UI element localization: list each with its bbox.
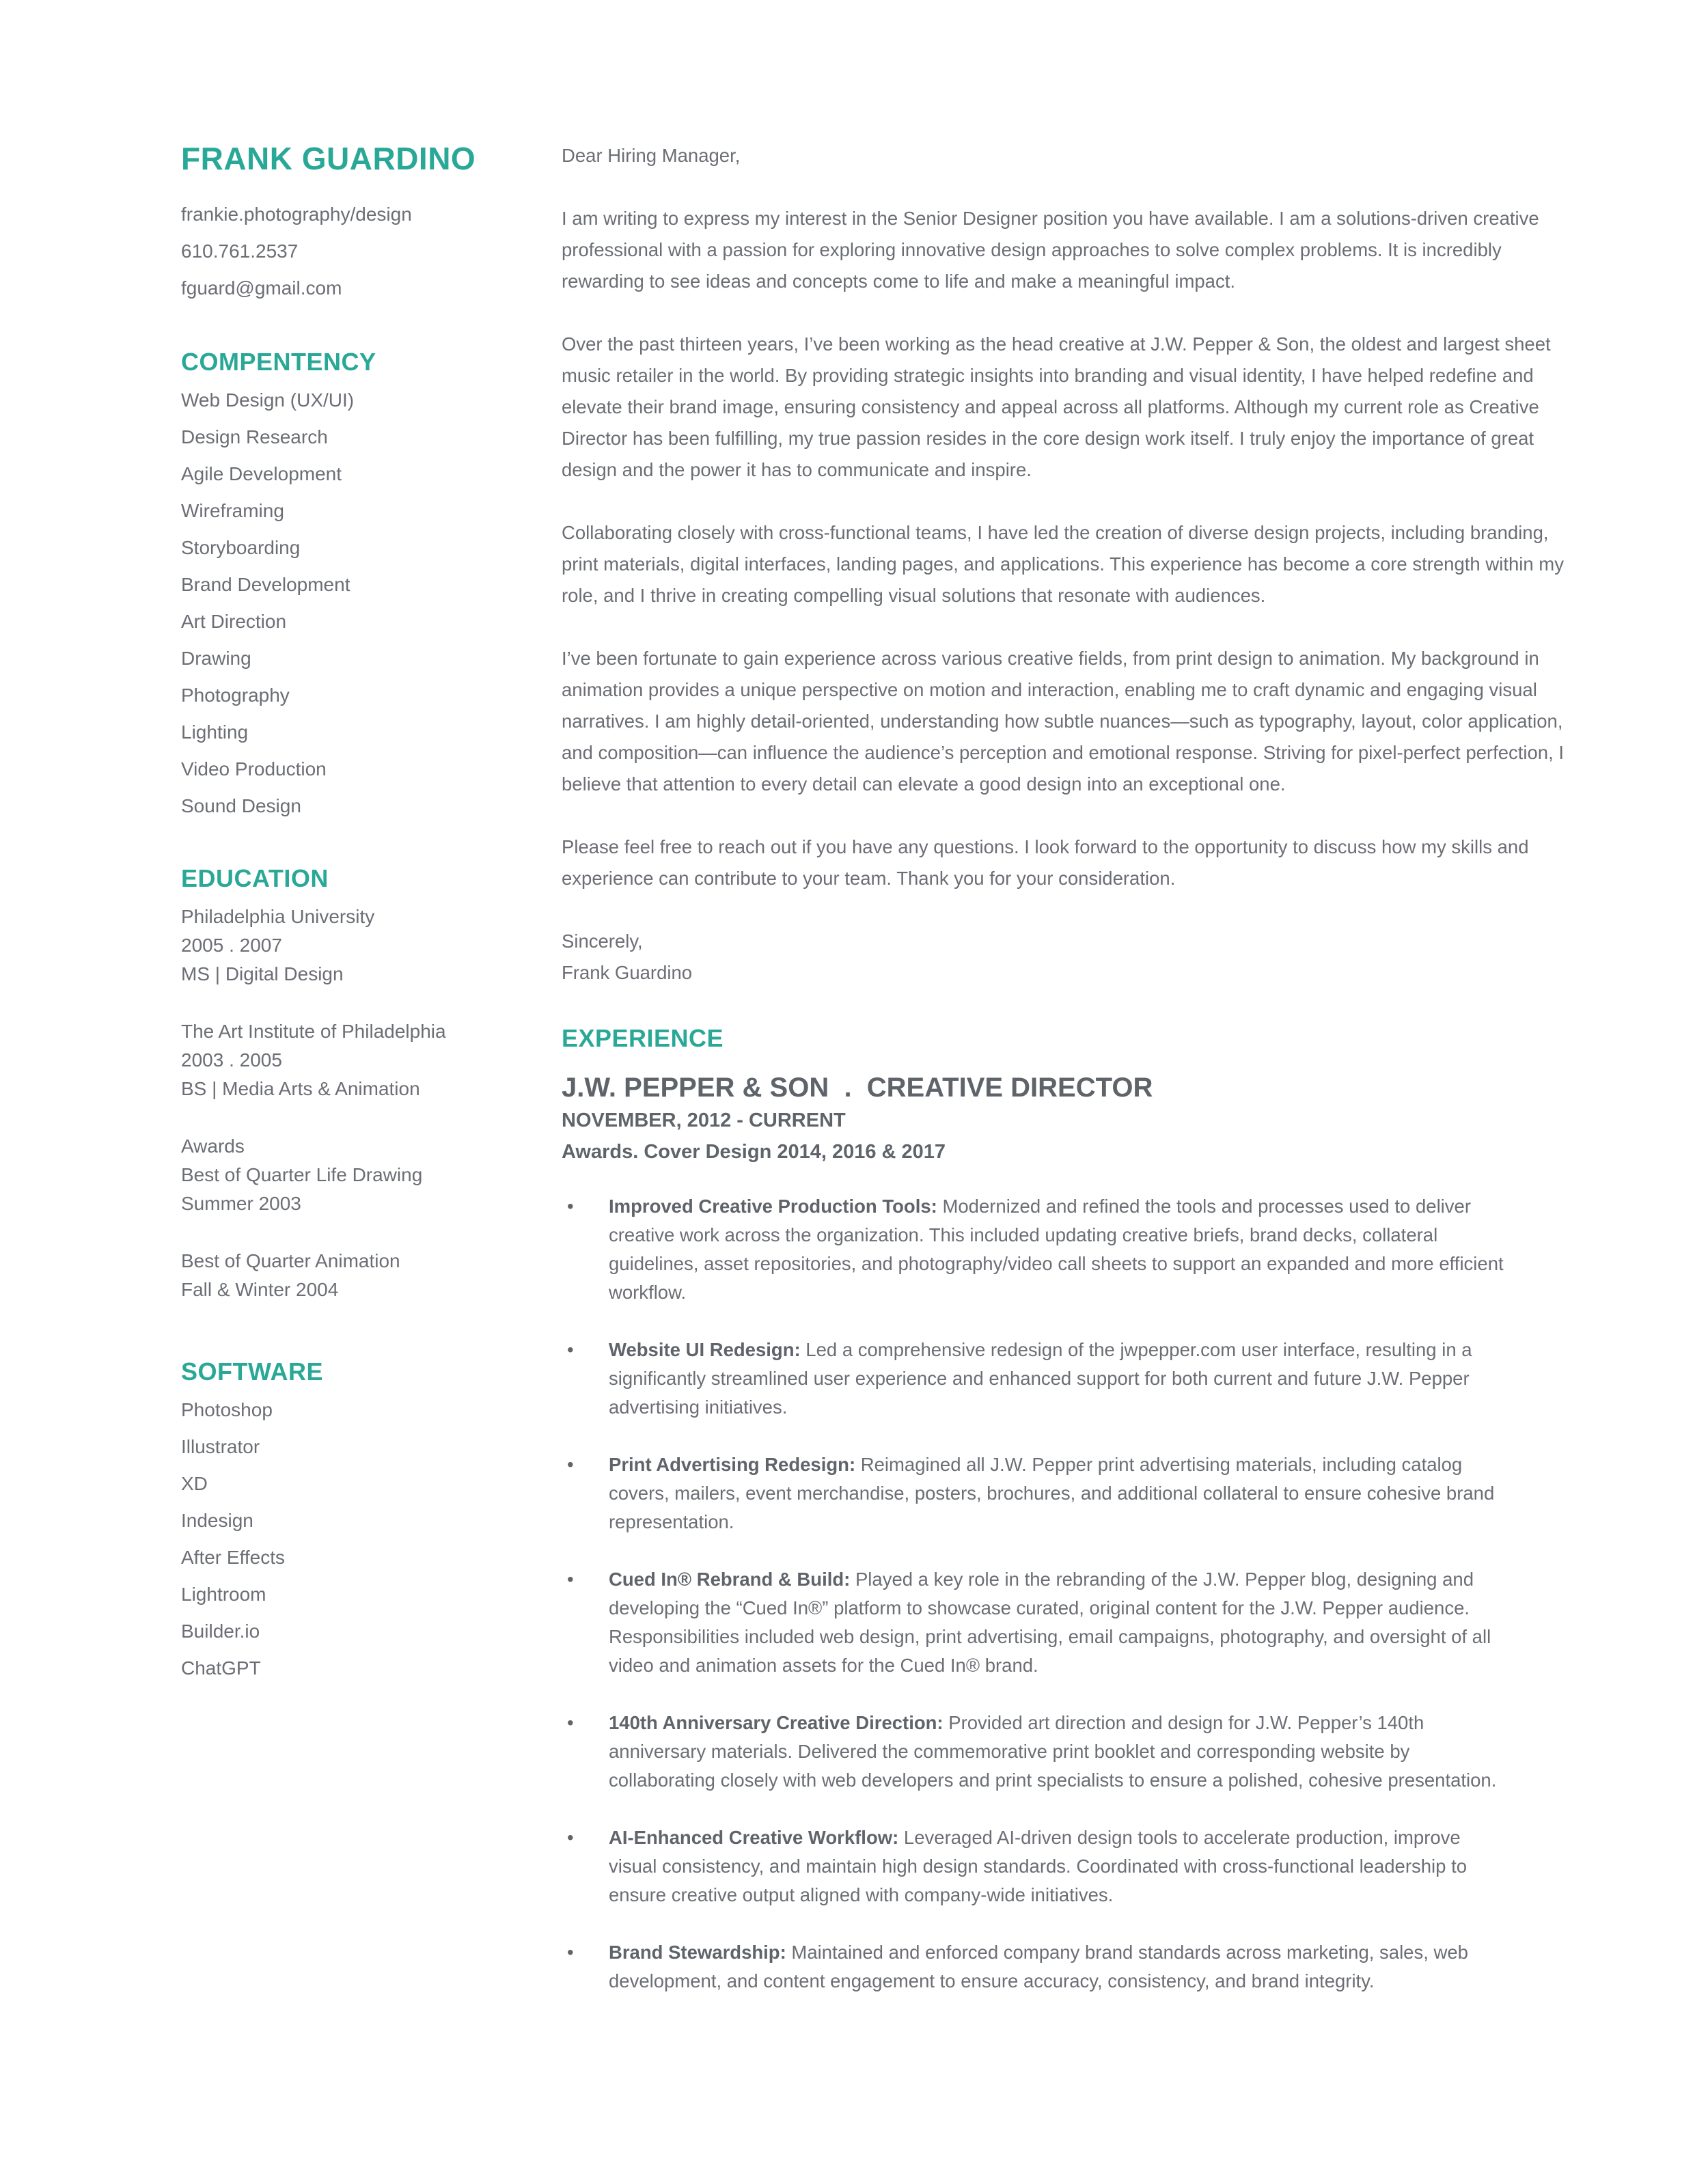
education-heading: EDUCATION (181, 864, 329, 892)
letter-paragraph: I’ve been fortunate to gain experience across various creative fields, from print design to animation. My background in animation provides a unique perspective on motion and interaction, enabling me to craft dynamic and engaging visual narratives. I am highly detail-oriented, understanding how subtle nuances—such as typography, layout, color application, and composition—can influence the audience’s perception and emotional response. Striving for pixel-perfect perfection, I believe that attention to every detail can elevate a good design into an exceptional one. (562, 648, 1565, 795)
list-item: Illustrator (181, 1436, 260, 1457)
list-item: Brand Development (181, 574, 350, 595)
list-item: XD (181, 1473, 208, 1494)
bullet-text: Provided art direction and design for J.W. Pepper’s 140th anniversary materials. Delivered the commemorative print booklet and corresponding website by collaborating closely with web developers and print specialists to ensure a polished, cohesive presentation. (609, 1712, 1497, 1791)
list-item: After Effects (181, 1547, 285, 1568)
experience-heading: EXPERIENCE (562, 1024, 724, 1052)
job-title: J.W. PEPPER & SON . CREATIVE DIRECTOR (562, 1073, 1153, 1103)
letter-paragraph: I am writing to express my interest in the Senior Designer position you have available. I am a solutions-driven creative professional with a passion for exploring innovative design approaches to solve complex problems. It is incredibly rewarding to see ideas and concepts come to life and make a meaningful impact. (562, 208, 1539, 292)
list-item: Art Direction (181, 611, 287, 632)
list-item: Lightroom (181, 1584, 266, 1605)
education-entry (181, 902, 509, 989)
bullet-text: Led a comprehensive redesign of the jwpepper.com user interface, resulting in a significantly streamlined user experience and enhanced support for both current and future J.W. Pepper advertising initiatives. (609, 1339, 1472, 1418)
main-content (562, 140, 1566, 2024)
bullet-title: AI-Enhanced Creative Workflow: (609, 1827, 899, 1848)
awards-label: Awards (181, 1135, 245, 1157)
list-item: Drawing (181, 648, 251, 669)
bullet-icon: • (567, 1712, 574, 1733)
email-address[interactable]: fguard@gmail.com (181, 277, 342, 299)
list-item: ChatGPT (181, 1657, 261, 1679)
job-awards: Awards. Cover Design 2014, 2016 & 2017 (562, 1141, 946, 1163)
bullet-title: Print Advertising Redesign: (609, 1454, 856, 1475)
list-item (562, 1938, 1504, 1996)
letter-paragraph: Collaborating closely with cross-functional teams, I have led the creation of diverse design projects, including branding, print materials, digital interfaces, landing pages, and applications. This experience has become a core strength within my role, and I thrive in creating compelling visual solutions that resonate with audiences. (562, 522, 1564, 606)
bullet-title: Brand Stewardship: (609, 1942, 786, 1963)
list-item (562, 1709, 1504, 1795)
competency-list (181, 382, 509, 825)
list-item: Web Design (UX/UI) (181, 389, 355, 411)
competency-heading: COMPENTENCY (181, 348, 376, 376)
letter-greeting: Dear Hiring Manager, (562, 145, 741, 166)
bullet-icon: • (567, 1339, 574, 1360)
award-date: Summer 2003 (181, 1193, 301, 1214)
education-degree: BS | Media Arts & Animation (181, 1078, 420, 1099)
list-item: Lighting (181, 721, 249, 743)
bullet-icon: • (567, 1569, 574, 1590)
list-item: Design Research (181, 426, 328, 447)
letter-paragraph: Please feel free to reach out if you have any questions. I look forward to the opportunity to discuss how my skills and experience can contribute to your team. Thank you for your consideration. (562, 836, 1529, 889)
cover-letter (562, 140, 1566, 989)
list-item: Photography (181, 685, 290, 706)
list-item (562, 1450, 1504, 1536)
letter-paragraph: Over the past thirteen years, I’ve been working as the head creative at J.W. Pepper & Son, the oldest and largest sheet music retailer in the world. By providing strategic insights into branding and visual identity, I have helped redefine and elevate their brand image, ensuring consistency and appeal across all platforms. Although my current role as Creative Director has been fulfilling, my true passion resides in the core design work itself. I truly enjoy the importance of great design and the power it has to communicate and inspire. (562, 333, 1551, 480)
signature-text: Frank Guardino (562, 962, 693, 983)
list-item: Builder.io (181, 1621, 260, 1642)
education-entry (181, 1017, 509, 1103)
list-item (562, 1823, 1504, 1910)
phone-number: 610.761.2537 (181, 240, 299, 262)
bullet-icon: • (567, 1827, 574, 1848)
list-item: Wireframing (181, 500, 284, 521)
experience-bullets (562, 1192, 1566, 1996)
software-list (181, 1392, 509, 1687)
list-item: Storyboarding (181, 537, 301, 558)
education-school: Philadelphia University (181, 906, 375, 927)
awards-entry (181, 1132, 509, 1218)
bullet-icon: • (567, 1196, 574, 1217)
list-item: Sound Design (181, 795, 301, 816)
experience-section (562, 1024, 1566, 1996)
award-name: Best of Quarter Animation (181, 1250, 400, 1271)
bullet-title: Improved Creative Production Tools: (609, 1196, 937, 1217)
list-item (562, 1192, 1504, 1307)
list-item: Agile Development (181, 463, 342, 484)
award-date: Fall & Winter 2004 (181, 1279, 339, 1300)
letter-closing (562, 926, 1566, 989)
bullet-text: Modernized and refined the tools and processes used to deliver creative work across the organization. This included updating creative briefs, brand decks, collateral guidelines, asset repositories, and photography/video call sheets to support an expanded and more efficient workflow. (609, 1196, 1504, 1303)
list-item: Video Production (181, 758, 327, 780)
list-item: Indesign (181, 1510, 253, 1531)
bullet-title: 140th Anniversary Creative Direction: (609, 1712, 943, 1733)
bullet-text: Played a key role in the rebranding of the J.W. Pepper blog, designing and developing the “Cued In®” platform to showcase curated, original content for the J.W. Pepper audience. Responsibilities included web design, print advertising, email campaigns, photography, and oversight of all video and animation assets for the Cued In® brand. (609, 1569, 1491, 1676)
list-item (562, 1336, 1504, 1422)
education-degree: MS | Digital Design (181, 963, 344, 984)
list-item (562, 1565, 1504, 1680)
education-school: The Art Institute of Philadelphia (181, 1021, 446, 1042)
list-item: Photoshop (181, 1399, 273, 1420)
closing-text: Sincerely, (562, 931, 643, 952)
bullet-text: Maintained and enforced company brand standards across marketing, sales, web development, and content engagement to ensure accuracy, consistency, and brand integrity. (609, 1942, 1468, 1991)
bullet-text: Leveraged AI-driven design tools to accelerate production, improve visual consistency, and maintain high design standards. Coordinated with cross-functional leadership to ensure creative output aligned with company-wide initiatives. (609, 1827, 1468, 1905)
award-name: Best of Quarter Life Drawing (181, 1164, 423, 1185)
education-years: 2003 . 2005 (181, 1049, 282, 1071)
job-dates: NOVEMBER, 2012 - CURRENT (562, 1109, 846, 1131)
website-link[interactable]: frankie.photography/design (181, 204, 412, 225)
sidebar (181, 140, 509, 1687)
software-heading: SOFTWARE (181, 1357, 323, 1386)
awards-entry (181, 1247, 509, 1304)
bullet-text: Reimagined all J.W. Pepper print advertising materials, including catalog covers, mailers, event merchandise, posters, brochures, and additional collateral to ensure cohesive brand representation. (609, 1454, 1495, 1532)
bullet-title: Cued In® Rebrand & Build: (609, 1569, 851, 1590)
bullet-icon: • (567, 1454, 574, 1475)
candidate-name: FRANK GUARDINO (181, 141, 476, 176)
education-years: 2005 . 2007 (181, 935, 282, 956)
bullet-icon: • (567, 1942, 574, 1963)
bullet-title: Website UI Redesign: (609, 1339, 801, 1360)
